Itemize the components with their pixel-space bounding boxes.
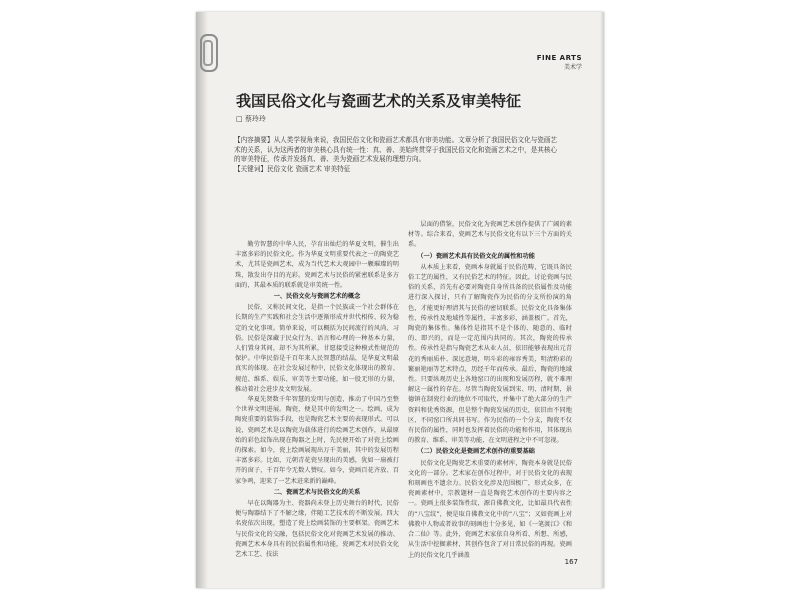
journal-header <box>537 54 582 71</box>
body-paragraph: 民俗，又称民间文化，是指一个民族或一个社会群体在长期的生产实践和社会生活中逐渐形成并世代相传、较为稳定的文化事项。简单来说，可以概括为民间流行的风尚、习俗。民俗是深藏于民众行为、语言和心理的一种基本力量，人们置身其间，却不为其所累，甘愿接受这种模式性规范的保护。中华民俗是千百年来人民智慧的结晶，是华夏文明最真实的体现。在社会发展过程中，民俗文化体现出的教育、规范、维系、娱乐、审美等主要功能，如一股无形的力量，推动着社会进步及文明发展。 <box>235 304 399 393</box>
left-column <box>235 240 399 560</box>
section-heading: 一、民俗文化与瓷画艺术的概念 <box>273 293 361 301</box>
abstract <box>234 136 558 165</box>
keywords-label: 【关键词】 <box>234 165 267 173</box>
abstract-text: 从人类学视角来说，我国民俗文化和瓷画艺术都具有审美功能。文章分析了我国民俗文化与瓷画艺术的关系，认为这两者的审美核心具有统一性：真、善、美始终贯穿于我国民俗文化和瓷画艺术之中，是其核心的审美特征，传承并发扬真、善、美为瓷画艺术发展的理想方向。 <box>234 136 558 163</box>
section-heading: （二）民俗文化是瓷画艺术创作的重要基础 <box>417 448 535 456</box>
author-name: 蔡玲玲 <box>244 115 266 123</box>
body-paragraph: 层面的借鉴，民俗文化为瓷画艺术创作提供了广阔的素材等。综合来看，瓷画艺术与民俗文化有以下三个方面的关系。 <box>408 221 572 249</box>
journal-name-cn: 美术学 <box>563 64 582 71</box>
keywords <box>234 165 558 175</box>
page-number: 167 <box>564 558 578 566</box>
body-paragraph: 从本质上来看，瓷画本身就属于民俗范畴，它既具备民俗工艺的属性，又有民俗艺术的特征。因此，讨论瓷画与民俗的关系，首先有必要对陶瓷自身所具备的民俗属性及功能进行深入探讨，只有了解陶瓷作为民俗的分支所扮演的角色，才能更好理清其与民俗的密切联系。民俗文化具备集体性、传承性及地域性等属性，丰富多彩，涵盖极广。首先，陶瓷的集体性。集体性是指其不是个体的、随意的、临时的、即兴的，而是一定范围内共同的。其次，陶瓷的传承性。传承性是指与陶瓷艺术从业人员，依旧能够表现出元青花的秀丽质朴、深远意境，明斗彩的雍容秀美，明清粉彩的繁丽艳丽等艺术特点，历经千年而传承。最后，陶瓷的地域性。只要纵观历史上各地窑口的出现和发展历程，就不难理解这一属性的存在。尽管当陶瓷发展到宋、明、清时期，景德镇在制瓷行业的地位不可取代，并集中了绝大部分的生产资料和优秀资源，但是整个陶瓷发展的历史，依旧由不同地区、不同窑口所共同书写。作为民俗的一个分支，陶瓷不仅有民俗的属性，同时也发挥着民俗的功能和作用，其体现出的教育、维系、审美等功能，在文明进程之中不可忽视。 <box>408 263 572 445</box>
author-line: □ 蔡玲玲 <box>236 115 266 123</box>
section-heading: 二、瓷画艺术与民俗文化的关系 <box>273 488 361 496</box>
right-column <box>408 220 572 561</box>
body-paragraph: 早在以陶器为主、瓷器尚未登上历史舞台的时代，民俗便与陶器结下了不解之缘，伴随工艺技术的不断发展，四大名瓷依次出现，塑造了瓷上绘画装饰的主要框架。瓷画艺术与民俗文化的交融，包括民俗文化对瓷画艺术发展的推动、瓷画艺术本身具有的民俗属性和功能，瓷画艺术对民俗文化艺术工艺、技法 <box>235 500 399 559</box>
page-edge-shadow <box>600 12 604 588</box>
abstract-label: 【内容摘要】 <box>234 136 274 144</box>
keywords-text: 民俗文化 瓷画艺术 审美特征 <box>266 165 351 173</box>
section-heading: （一）瓷画艺术具有民俗文化的属性和功能 <box>417 252 535 260</box>
body-paragraph: 民俗文化是陶瓷艺术重要的素材库，陶瓷本身就是民俗文化的一部分。艺术家在创作过程中，对于民俗文化的表现和刻画也不遗余力。民俗文化涉及范围极广，形式众多，在瓷画素材中，宗教题材一直是陶瓷艺术创作的主要内容之一。瓷画上很多装饰性纹，源自佛教文化，比如最具代表性的“八宝纹”，便是取自佛教文化中的“八宝”；又如瓷画上对佛教中人物或者故事的刻画也十分多见，如《一笔渡江》《和合二仙》等。此外，瓷画艺术家依自身所看、所想、所感，从生活中挖掘素材，其创作包含了对日常民俗的再现。瓷画上的民俗文化几乎涵盖 <box>408 459 572 559</box>
body-paragraph: 勤劳智慧的中华人民，孕育出灿烂的华夏文明，催生出丰富多彩的民俗文化。作为华夏文明重要代表之一的陶瓷艺术，尤其是瓷画艺术，成为当代艺术大观园中一颗璀璨的明珠，散发出夺目的光彩。瓷画艺术与民俗的紧密联系是多方面的，其最本质的联系就是审美统一性。 <box>235 241 399 289</box>
body-paragraph: 华夏先贤数千年智慧的发明与创造，推动了中国乃至整个世界文明进展。陶瓷，便是其中的发明之一。绘画，成为陶瓷重要的装饰手段，也是陶瓷艺术主要的表现形式。可以说，瓷画艺术是以陶瓷为载体进行的绘画艺术创作，从最原始的彩色纹饰出现在陶器之上时，先民便开始了对瓷上绘画的探索。如今，瓷上绘画展现出万千美丽，其中的发展历程丰富多彩。比如，元朝青花瓷呈现出的美感，犹如一扇被打开的窗子，千百年令无数人赞叹。如今，瓷画百花齐放、百家争鸣，迎来了一艺术迸来新的巅峰。 <box>235 396 399 485</box>
journal-page <box>196 12 604 588</box>
journal-name-en: FINE ARTS <box>536 54 582 62</box>
paper-clip-inner-icon <box>203 40 213 66</box>
article-title: 我国民俗文化与瓷画艺术的关系及审美特征 <box>236 92 522 110</box>
page-binding-shadow <box>196 12 208 588</box>
